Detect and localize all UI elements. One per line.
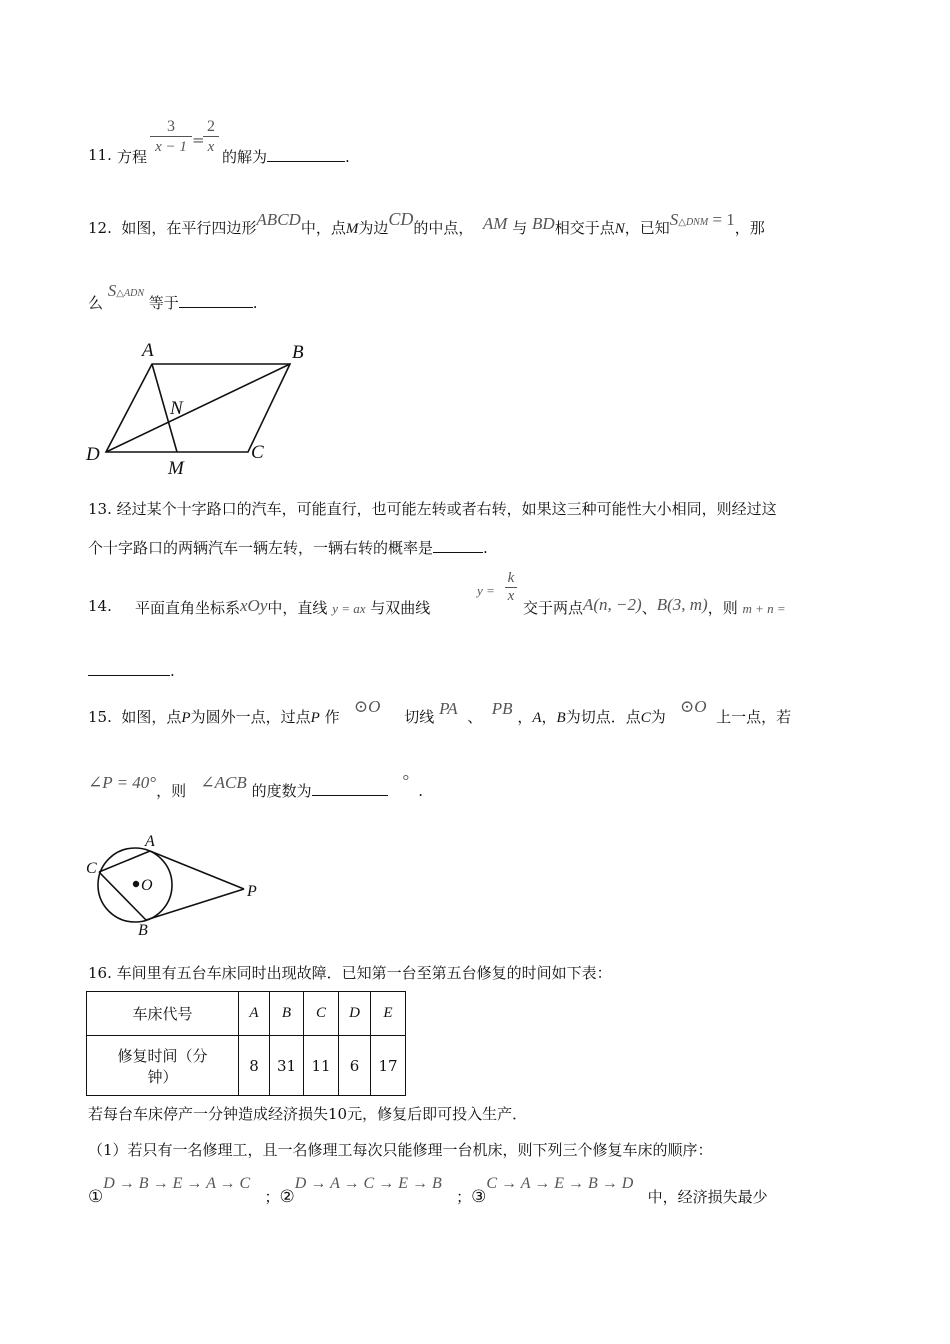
table-row: [87, 992, 406, 1036]
q15-text: ，则: [156, 782, 187, 800]
table-row: [87, 1036, 406, 1096]
option-separator: ；: [456, 1188, 472, 1206]
option-1-mark: ①: [88, 1187, 104, 1207]
label-m: M: [168, 458, 184, 479]
q12-line1: [88, 209, 765, 238]
q15-end: .: [418, 782, 424, 800]
q11-end: .: [345, 148, 350, 166]
table-header-cell: D: [339, 992, 371, 1036]
table-header-cell: E: [371, 992, 406, 1036]
q12-text: 相交于点: [554, 219, 615, 237]
q12-math-bd: BD: [532, 214, 555, 233]
q14-line2: [88, 661, 175, 680]
q11-number: 11.: [88, 146, 112, 164]
center-dot: [133, 881, 139, 887]
q14-text: 交于两点: [523, 599, 584, 617]
q12-parallelogram-figure: [80, 336, 320, 481]
option-separator: ；: [264, 1188, 280, 1206]
q16-options-line: [88, 1175, 768, 1207]
q14-math-line: y = ax: [332, 601, 366, 616]
q15-line2: [88, 771, 424, 801]
table-header-cell: 车床代号: [87, 992, 239, 1036]
tangent-pb: [146, 889, 244, 920]
q12-end: .: [252, 294, 258, 312]
option-3-sequence: C → A → E → B → D: [486, 1175, 634, 1192]
q15-line1: [88, 697, 792, 727]
q16-tail: 中，经济损失最少: [647, 1188, 768, 1206]
label-a: A: [145, 833, 155, 850]
q14-point-a: A(n, −2): [583, 595, 642, 614]
q15-blank[interactable]: [312, 781, 388, 796]
q12-area-subscript: △ADN: [116, 288, 144, 299]
q15-text: 为圆外一点，过点: [190, 708, 311, 726]
q15-text: 上一点，若: [716, 708, 792, 726]
q16-after-table: 若每台车床停产一分钟造成经济损失10元，修复后即可投入生产．: [88, 1105, 528, 1123]
repair-time-table: [86, 991, 406, 1096]
label-b: B: [138, 922, 148, 939]
table-header-cell: C: [304, 992, 339, 1036]
row-label-line: 修复时间（分: [117, 1046, 208, 1065]
q12-point-n: N: [614, 221, 625, 237]
q11-frac2-numerator: 2: [207, 118, 215, 135]
q11-fraction-1: [150, 118, 192, 156]
q12-area-letter: S: [107, 281, 117, 300]
q12-blank[interactable]: [179, 293, 253, 308]
table-cell: 17: [371, 1036, 406, 1096]
q15-point-p: P: [310, 710, 320, 726]
q15-point-p: P: [181, 710, 191, 726]
q15-text: 为切点．点: [565, 708, 641, 726]
label-b: B: [292, 342, 304, 363]
q11-frac1-denominator: x − 1: [150, 136, 192, 156]
q15-circle-o: ⊙O: [680, 697, 707, 716]
q12-text: ，已知: [624, 219, 670, 237]
label-c: C: [86, 860, 97, 877]
q14-math-sum: m + n =: [742, 601, 786, 616]
q14-text: ，则: [707, 599, 738, 617]
q13-line1: 13. 经过某个十字路口的汽车，可能直行，也可能左转或者右转，如果这三种可能性大小相同，则经过这: [88, 500, 777, 518]
q15-math-pb: PB: [491, 699, 513, 718]
table-cell: 31: [270, 1036, 304, 1096]
option-3-mark: ③: [471, 1187, 487, 1207]
q11-text: 方程: [117, 148, 148, 166]
tangent-pa: [150, 851, 244, 889]
diagonal-bd: [106, 364, 290, 452]
table-cell: 6: [339, 1036, 371, 1096]
q14-end: .: [170, 662, 175, 680]
table-header-cell: A: [239, 992, 270, 1036]
q15-number: 15.: [88, 708, 112, 726]
q12-math-abcd: ABCD: [256, 210, 301, 229]
q11-frac2-denominator: x: [203, 136, 219, 156]
q15-text: 如图，点: [121, 708, 182, 726]
q11-frac1-numerator: 3: [167, 118, 175, 135]
q12-text: 与: [512, 219, 528, 237]
q15-text: 为: [650, 708, 666, 726]
q11-equals: =: [192, 131, 205, 149]
q14-line1b: [523, 597, 786, 618]
table-cell: 11: [304, 1036, 339, 1096]
q12-text: 的中点，: [413, 219, 474, 237]
q15-angle-p: ∠P = 40°: [88, 773, 157, 792]
q12-line2: [88, 281, 258, 313]
q12-area-dnm: [670, 210, 735, 229]
q11-blank[interactable]: [267, 147, 345, 162]
q13-end: .: [483, 539, 488, 557]
q12-area-subscript: △DNM: [678, 217, 709, 228]
table-row-label: [87, 1036, 239, 1096]
q12-text: 为边: [358, 219, 389, 237]
q15-text: 作: [324, 708, 340, 726]
q15-text: 、: [467, 708, 483, 726]
q12-math-am: AM: [482, 214, 508, 233]
q16-part1: （1）若只有一名修理工，且一名修理工每次只能修理一台机床，则下列三个修复车床的顺序：: [88, 1141, 713, 1159]
label-c: C: [251, 442, 264, 463]
q15-angle-acb: ∠ACB: [200, 773, 247, 792]
q15-point-b: B: [556, 710, 566, 726]
q14-number: 14.: [88, 597, 112, 615]
q14-math-xoy: xOy: [240, 596, 268, 615]
q12-text: ，那: [734, 219, 765, 237]
q11-answer-line: [222, 146, 350, 167]
q12-math-cd: CD: [388, 209, 414, 229]
q15-math-pa: PA: [439, 699, 458, 718]
row-label-line: 钟）: [147, 1067, 178, 1086]
q15-text: ，: [517, 708, 533, 726]
label-o: O: [141, 877, 153, 894]
q14-frac-numerator: k: [507, 570, 515, 586]
q12-text: 中，点: [300, 219, 346, 237]
option-2-mark: ②: [279, 1187, 295, 1207]
label-n: N: [170, 398, 183, 419]
q12-area-letter: S: [669, 210, 679, 229]
table-cell: 8: [239, 1036, 270, 1096]
q16-intro: 16. 车间里有五台车床同时出现故障．已知第一台至第五台修复的时间如下表：: [88, 964, 612, 982]
q14-text: 、: [641, 599, 657, 617]
q13-text: 个十字路口的两辆汽车一辆左转，一辆右转的概率是: [88, 539, 434, 557]
label-a: A: [142, 340, 154, 361]
label-d: D: [86, 444, 100, 465]
option-2-sequence: D → A → C → E → B: [294, 1175, 442, 1192]
q15-text: 的度数为: [251, 782, 312, 800]
q15-degree: °: [401, 771, 409, 790]
q15-text: 切线: [404, 708, 435, 726]
q12-number: 12.: [88, 219, 112, 237]
q11-tail: 的解为: [222, 148, 268, 166]
q12-text: 如图，在平行四边形: [121, 219, 257, 237]
q15-point-a: A: [532, 710, 542, 726]
q14-point-b: B(3, m): [656, 595, 708, 614]
q14-text: 与双曲线: [370, 599, 431, 617]
q14-text: 中，直线: [267, 599, 328, 617]
q14-blank[interactable]: [88, 661, 170, 676]
q13-blank[interactable]: [433, 538, 483, 553]
q14-math-y: y =: [477, 583, 495, 598]
q15-circle-figure: [80, 830, 270, 945]
q14-frac-denominator: x: [505, 587, 517, 605]
table-header-cell: B: [270, 992, 304, 1036]
q12-area-adn: [108, 281, 144, 300]
q11-fraction-2: [203, 118, 219, 156]
label-p: P: [247, 883, 257, 900]
q12-text: 等于: [148, 294, 179, 312]
q15-circle-o: ⊙O: [353, 697, 381, 716]
option-1-sequence: D → B → E → A → C: [103, 1175, 251, 1192]
q15-point-c: C: [640, 710, 651, 726]
q12-area-value: = 1: [712, 210, 735, 229]
q15-text: ，: [541, 708, 557, 726]
q12-text: 么: [88, 294, 104, 312]
q14-fraction: [505, 570, 517, 605]
q13-line2: [88, 537, 488, 558]
q12-point-m: M: [345, 221, 359, 237]
q14-line1: [135, 597, 430, 618]
q14-text: 平面直角坐标系: [135, 599, 241, 617]
chord-cb: [99, 872, 146, 920]
